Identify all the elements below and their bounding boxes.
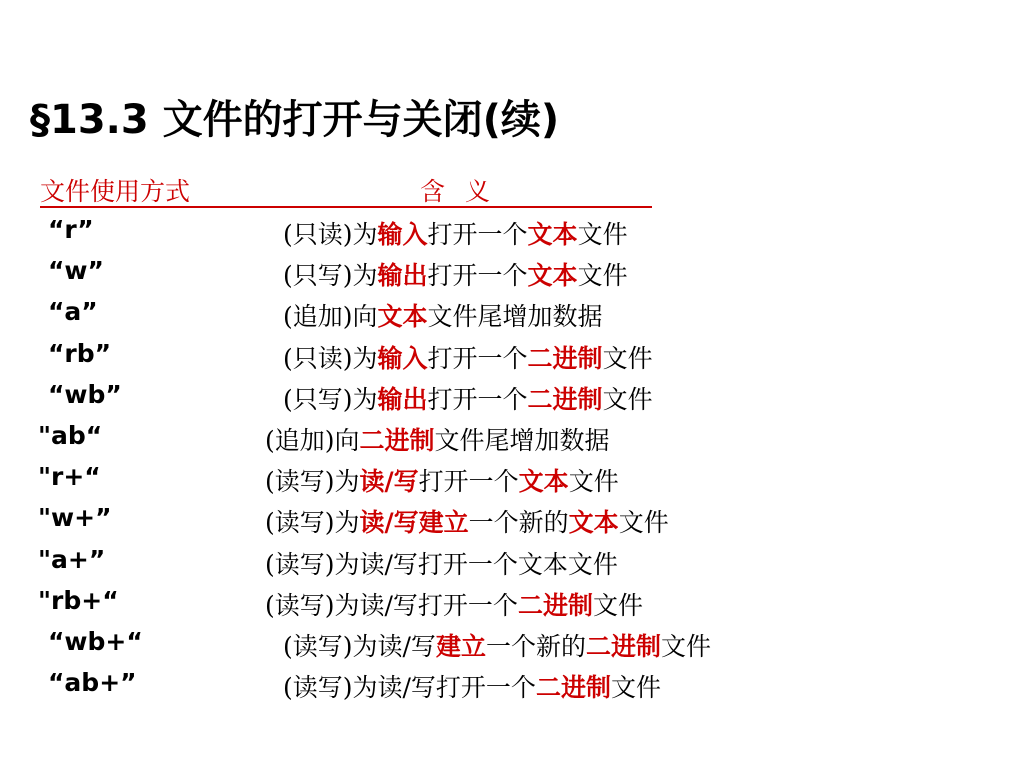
table-row (0, 668, 1000, 708)
mode-description (265, 586, 643, 622)
mode-code: “wb” (48, 379, 122, 409)
highlighted-text: 文本 (527, 261, 578, 291)
description-text: (读写)为读/写打开一个文本文件 (265, 549, 618, 579)
mode-code: "r+“ (38, 462, 101, 492)
mode-code: "rb+“ (38, 585, 119, 615)
mode-description (283, 380, 653, 416)
highlighted-text: 二进制 (585, 632, 661, 661)
description-text: 文件 (568, 467, 619, 497)
description-text: (读写)为 (265, 508, 360, 538)
mode-description (265, 421, 610, 457)
description-text: (读写)为读/写 (283, 632, 436, 661)
mode-description (283, 668, 661, 704)
mode-code: “rb” (48, 338, 112, 368)
description-text: (读写)为 (265, 467, 360, 497)
table-row (0, 256, 1000, 296)
table-row (0, 421, 1000, 461)
highlighted-text: 文本 (518, 467, 569, 497)
description-text: (只写)为 (283, 384, 378, 414)
description-text: 文件 (610, 673, 661, 703)
description-text: (只读)为 (283, 343, 378, 373)
highlighted-text: 输入 (377, 220, 428, 249)
description-text: 文件 (577, 261, 628, 291)
page-title: §13.3 文件的打开与关闭(续) (30, 97, 560, 143)
description-text: (追加)向 (283, 302, 378, 332)
table-row (0, 215, 1000, 255)
table-row (0, 545, 1000, 585)
mode-description (283, 339, 653, 375)
description-text: (读写)为读/写打开一个 (265, 590, 518, 620)
description-text: 一个新的 (468, 508, 569, 538)
mode-code: “a” (48, 297, 98, 327)
table-row (0, 586, 1000, 626)
mode-description (265, 503, 669, 539)
description-text: 文件 (602, 384, 653, 414)
highlighted-text: 二进制 (535, 673, 611, 703)
description-text: (追加)向 (265, 426, 360, 455)
description-text: 打开一个 (427, 220, 528, 249)
description-text: 文件 (577, 220, 628, 249)
description-text: 文件 (618, 508, 669, 538)
highlighted-text: 建立 (435, 632, 486, 661)
description-text: (只读)为 (283, 220, 378, 249)
description-text: 打开一个 (418, 467, 519, 497)
header-meaning: 含 义 (420, 177, 496, 206)
description-text: 打开一个 (427, 384, 528, 414)
highlighted-text: 输出 (377, 384, 428, 414)
mode-description (283, 627, 711, 663)
header-mode: 文件使用方式 (40, 177, 191, 206)
mode-description (283, 256, 628, 292)
table-row (0, 462, 1000, 502)
highlighted-text: 文本 (377, 302, 428, 332)
description-text: 文件尾增加数据 (427, 302, 603, 332)
table-row (0, 627, 1000, 667)
highlighted-text: 文本 (568, 508, 619, 538)
highlighted-text: 输入 (377, 343, 428, 373)
highlighted-text: 输出 (377, 261, 428, 291)
table-row (0, 339, 1000, 379)
description-text: 文件 (592, 590, 643, 620)
highlighted-text: 二进制 (527, 343, 603, 373)
highlighted-text: 二进制 (359, 426, 435, 455)
highlighted-text: 二进制 (527, 384, 603, 414)
mode-code: "ab“ (38, 421, 103, 450)
table-header (40, 172, 652, 208)
mode-description (265, 462, 619, 498)
table-row (0, 297, 1000, 337)
description-text: (只写)为 (283, 261, 378, 291)
description-text: 文件 (660, 632, 711, 661)
description-text: 文件 (602, 343, 653, 373)
mode-code: “r” (48, 215, 94, 244)
mode-description (283, 215, 628, 251)
highlighted-text: 文本 (527, 220, 578, 249)
mode-code: “ab+” (48, 668, 137, 698)
highlighted-text: 读/写 (359, 467, 419, 497)
mode-code: "a+” (38, 544, 106, 574)
highlighted-text: 读/写建立 (359, 508, 469, 538)
mode-code: "w+” (38, 503, 112, 533)
mode-description (283, 297, 603, 333)
description-text: (读写)为读/写打开一个 (283, 673, 536, 703)
description-text: 打开一个 (427, 261, 528, 291)
table-row (0, 380, 1000, 420)
description-text: 文件尾增加数据 (434, 426, 610, 455)
mode-code: “w” (48, 256, 104, 286)
highlighted-text: 二进制 (517, 590, 593, 620)
description-text: 打开一个 (427, 343, 528, 373)
mode-code: “wb+“ (48, 627, 143, 656)
mode-description (265, 545, 618, 581)
table-row (0, 503, 1000, 543)
description-text: 一个新的 (485, 632, 586, 661)
